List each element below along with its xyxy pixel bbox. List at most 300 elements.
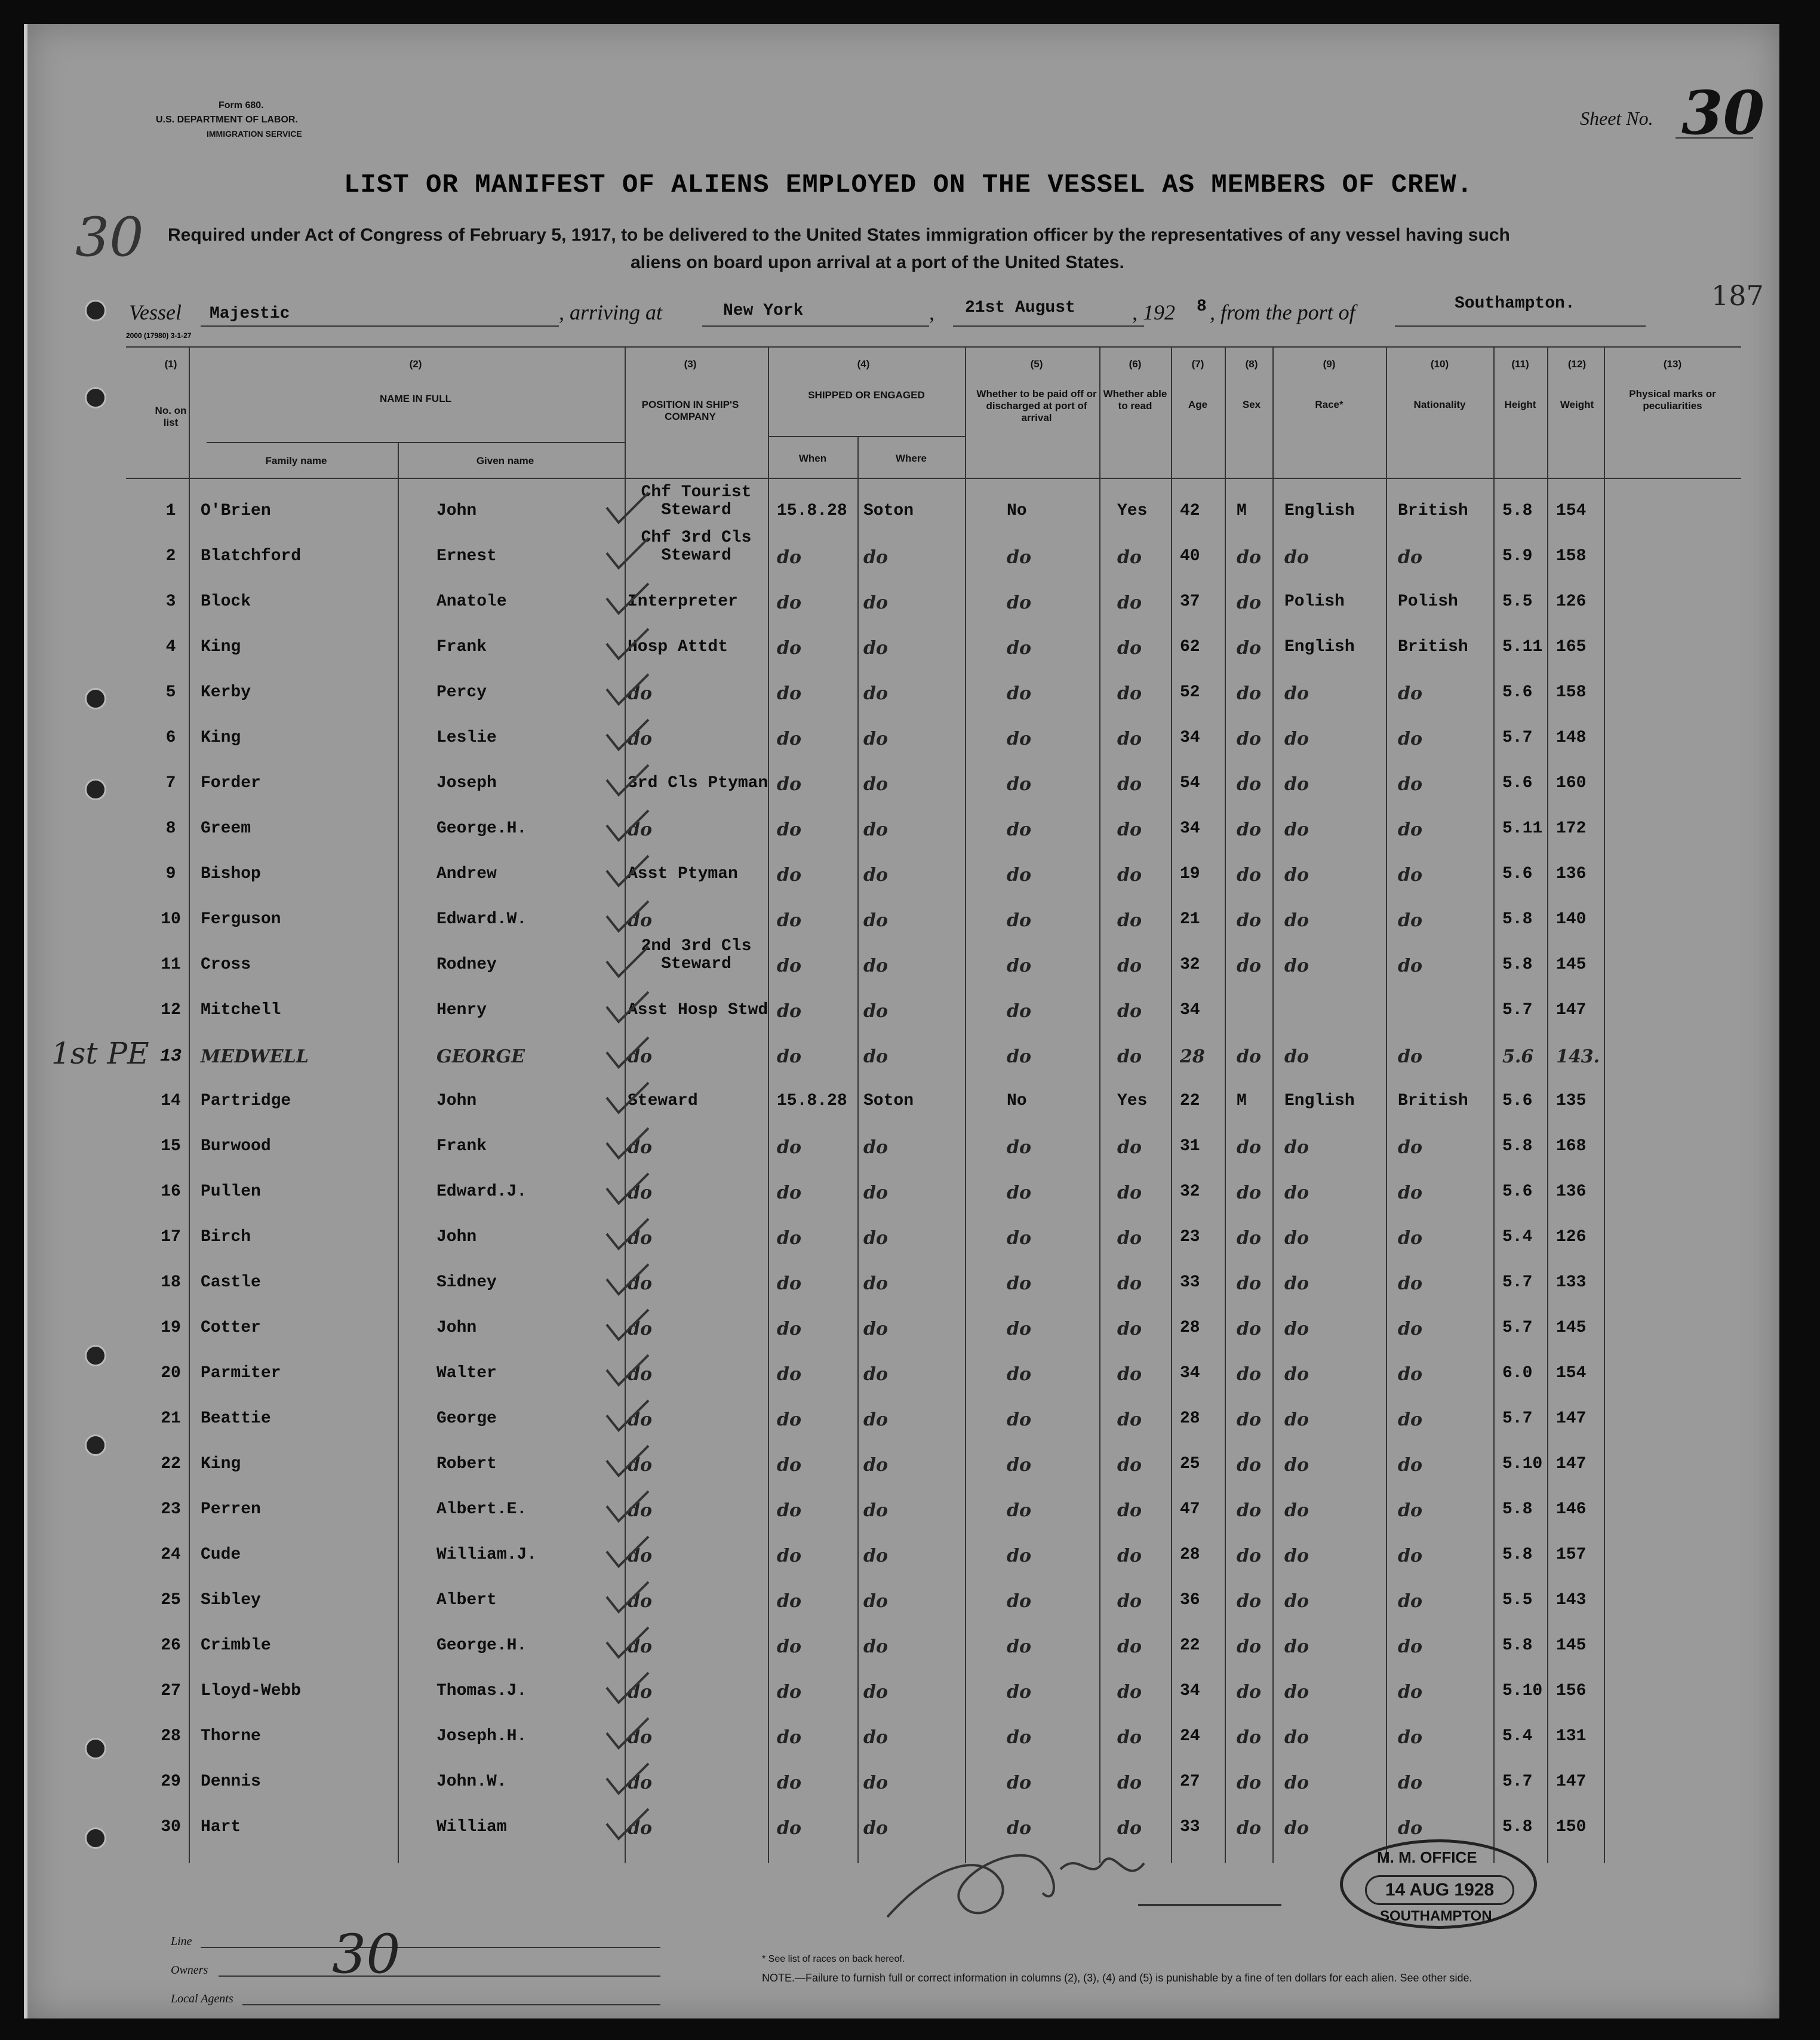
race: do (1284, 1228, 1309, 1249)
able-to-read: do (1117, 1591, 1142, 1612)
row-number: 28 (161, 1727, 181, 1746)
height: 5.8 (1502, 956, 1533, 974)
shipped-when: do (777, 1772, 801, 1793)
shipped-where: do (863, 683, 888, 704)
able-to-read: do (1117, 1546, 1142, 1566)
col7-number: (7) (1191, 358, 1204, 370)
paid-off: do (1007, 1591, 1031, 1612)
row-number: 24 (161, 1546, 181, 1564)
col5-header: Whether to be paid off or discharged at port of arrival (976, 388, 1097, 423)
nationality: do (1398, 865, 1422, 886)
table-rule (768, 346, 769, 1863)
nationality: do (1398, 683, 1422, 704)
paid-off: do (1007, 1818, 1031, 1839)
height: 5.8 (1502, 1818, 1533, 1836)
family-name: Pullen (201, 1182, 261, 1201)
position: Asst Hosp Stwd (628, 1001, 768, 1019)
port-line (702, 325, 929, 327)
sex: do (1237, 1455, 1261, 1476)
shipped-when: do (777, 729, 801, 749)
shipped-when: do (777, 1046, 801, 1067)
footer-note-fine: NOTE.—Failure to furnish full or correct information in columns (2), (3), (4) and (5) is punishable by a fine of ten dollars for each alien. See other side. (762, 1972, 1472, 1984)
race: do (1284, 1182, 1309, 1203)
margin-number: 30 (75, 206, 144, 269)
height: 5.8 (1502, 1500, 1533, 1519)
check-mark-icon (604, 580, 651, 616)
row-number: 11 (161, 956, 181, 974)
position: do (628, 1046, 652, 1067)
check-mark-icon (604, 1352, 651, 1388)
age: 24 (1180, 1727, 1200, 1746)
family-name: Beattie (201, 1409, 271, 1428)
family-name: Burwood (201, 1137, 271, 1156)
shipped-when: do (777, 1001, 801, 1022)
able-to-read: do (1117, 956, 1142, 976)
department-name: U.S. DEPARTMENT OF LABOR. (156, 115, 298, 125)
age: 19 (1180, 865, 1200, 883)
check-mark-icon (604, 1715, 651, 1751)
check-mark-icon (604, 1488, 651, 1524)
shipped-when: do (777, 638, 801, 659)
paid-off: do (1007, 1364, 1031, 1385)
family-name: Blatchford (201, 547, 302, 566)
race: Polish (1284, 592, 1345, 611)
weight: 154 (1556, 1364, 1587, 1382)
race: English (1284, 1092, 1355, 1110)
col4-when-header: When (798, 453, 827, 464)
nationality: do (1398, 956, 1422, 976)
height: 5.5 (1502, 1591, 1533, 1609)
height: 5.10 (1502, 1682, 1543, 1700)
given-name: George (436, 1409, 497, 1428)
nationality: do (1398, 1046, 1422, 1067)
check-mark-icon (604, 1670, 651, 1706)
age: 28 (1180, 1546, 1200, 1564)
year-prefix: , 192 (1132, 300, 1175, 324)
col13-number: (13) (1663, 358, 1682, 370)
position: do (628, 683, 652, 704)
row-number: 29 (161, 1772, 181, 1791)
shipped-where: do (863, 1818, 888, 1839)
race: do (1284, 1455, 1309, 1476)
sex: do (1237, 1727, 1261, 1748)
given-name: GEORGE (436, 1046, 525, 1067)
shipped-when: do (777, 865, 801, 886)
shipped-where: do (863, 819, 888, 840)
table-rule (1272, 346, 1274, 1863)
weight: 154 (1556, 502, 1587, 520)
arriving-label: , arriving at (559, 300, 663, 324)
check-mark-icon (604, 1397, 651, 1433)
table-rule (1099, 346, 1100, 1863)
age: 31 (1180, 1137, 1200, 1156)
age: 62 (1180, 638, 1200, 656)
family-name: O'Brien (201, 502, 271, 520)
given-name: John (436, 1319, 477, 1337)
able-to-read: do (1117, 1636, 1142, 1657)
family-name: Perren (201, 1500, 261, 1519)
row-number: 22 (161, 1455, 181, 1473)
able-to-read: do (1117, 1182, 1142, 1203)
weight: 136 (1556, 1182, 1587, 1201)
family-name: Hart (201, 1818, 241, 1836)
able-to-read: do (1117, 683, 1142, 704)
footer-agents-field (242, 2004, 660, 2005)
family-name: Sibley (201, 1591, 261, 1609)
check-mark-icon (604, 1806, 651, 1842)
weight: 148 (1556, 729, 1587, 747)
row-number: 17 (161, 1228, 181, 1246)
able-to-read: do (1117, 1818, 1142, 1839)
shipped-where: do (863, 1137, 888, 1158)
weight: 165 (1556, 638, 1587, 656)
age: 37 (1180, 592, 1200, 611)
nationality: do (1398, 1455, 1422, 1476)
col12-number: (12) (1567, 358, 1587, 370)
nationality: do (1398, 774, 1422, 795)
able-to-read: do (1117, 1228, 1142, 1249)
able-to-read: do (1117, 1727, 1142, 1748)
family-name: Cotter (201, 1319, 261, 1337)
given-name: Frank (436, 638, 487, 656)
position: 3rd Cls Ptyman (628, 774, 768, 792)
check-mark-icon (604, 762, 651, 798)
position: do (628, 1546, 652, 1566)
row-number: 13 (159, 1046, 182, 1067)
race: do (1284, 819, 1309, 840)
shipped-where: do (863, 774, 888, 795)
height: 5.7 (1502, 1409, 1533, 1428)
height: 6.0 (1502, 1364, 1533, 1382)
nationality: do (1398, 729, 1422, 749)
paid-off: do (1007, 1546, 1031, 1566)
row-number: 1 (165, 502, 176, 520)
able-to-read: do (1117, 1500, 1142, 1521)
weight: 146 (1556, 1500, 1587, 1519)
row-number: 30 (161, 1818, 181, 1836)
paid-off: do (1007, 865, 1031, 886)
stamp-date: 14 AUG 1928 (1365, 1875, 1514, 1905)
able-to-read: Yes (1117, 502, 1148, 520)
col6-header: Whether able to read (1103, 388, 1167, 411)
row-number: 23 (161, 1500, 181, 1519)
row-number: 8 (165, 819, 176, 838)
col11-header: Height (1504, 399, 1536, 410)
weight: 145 (1556, 956, 1587, 974)
given-name: Edward.W. (436, 910, 527, 929)
position: do (628, 1772, 652, 1793)
date-separator: , (929, 300, 934, 324)
col11-number: (11) (1511, 358, 1529, 370)
position: do (628, 1137, 652, 1158)
col9-header: Race* (1315, 399, 1344, 410)
race: do (1284, 956, 1309, 976)
position: do (628, 1228, 652, 1249)
sex: do (1237, 1636, 1261, 1657)
shipped-when: do (777, 1182, 801, 1203)
shipped-where: do (863, 956, 888, 976)
col2-family-header: Family name (265, 455, 327, 466)
shipped-where: do (863, 1364, 888, 1385)
paid-off: No (1007, 1092, 1027, 1110)
weight: 143 (1556, 1591, 1587, 1609)
given-name: Albert.E. (436, 1500, 527, 1519)
height: 5.7 (1502, 1772, 1533, 1791)
family-name: Forder (201, 774, 261, 792)
position: do (628, 1364, 652, 1385)
age: 42 (1180, 502, 1200, 520)
height: 5.7 (1502, 729, 1533, 747)
col13-header: Physical marks or peculiarities (1629, 388, 1716, 411)
nationality: do (1398, 1636, 1422, 1657)
col5-number: (5) (1030, 358, 1043, 370)
race: do (1284, 1137, 1309, 1158)
position: 2nd 3rd Cls Steward (641, 937, 752, 973)
sex: do (1237, 1228, 1261, 1249)
sex: do (1237, 1591, 1261, 1612)
shipped-where: do (863, 638, 888, 659)
given-name: Anatole (436, 592, 507, 611)
shipped-when: do (777, 1455, 801, 1476)
table-rule (1493, 346, 1495, 1863)
height: 5.10 (1502, 1455, 1543, 1473)
able-to-read: do (1117, 1319, 1142, 1339)
race: do (1284, 1500, 1309, 1521)
row-number: 3 (165, 592, 176, 611)
check-mark-icon (604, 944, 651, 979)
race: do (1284, 1319, 1309, 1339)
able-to-read: do (1117, 638, 1142, 659)
sex: do (1237, 1682, 1261, 1703)
table-rule (965, 346, 966, 1863)
weight: 172 (1556, 819, 1587, 838)
table-rule (126, 346, 1741, 348)
from-port: Southampton. (1455, 294, 1575, 313)
check-mark-icon (604, 671, 651, 707)
weight: 156 (1556, 1682, 1587, 1700)
given-name: Frank (436, 1137, 487, 1156)
race: do (1284, 1046, 1309, 1067)
height: 5.6 (1502, 1046, 1534, 1067)
check-mark-icon (604, 1579, 651, 1615)
given-name: George.H. (436, 819, 527, 838)
col3-number: (3) (684, 358, 697, 370)
able-to-read: Yes (1117, 1092, 1148, 1110)
vessel-line (201, 325, 559, 327)
manifest-title: LIST OR MANIFEST OF ALIENS EMPLOYED ON THE VESSEL AS MEMBERS OF CREW. (344, 170, 1473, 200)
position: do (628, 1182, 652, 1203)
sex: do (1237, 1137, 1261, 1158)
age: 47 (1180, 1500, 1200, 1519)
check-mark-icon (604, 1034, 651, 1070)
shipped-where: do (863, 547, 888, 568)
sex: do (1237, 1772, 1261, 1793)
sex: do (1237, 1409, 1261, 1430)
able-to-read: do (1117, 774, 1142, 795)
row-number: 25 (161, 1591, 181, 1609)
race: do (1284, 683, 1309, 704)
shipped-where: do (863, 1001, 888, 1022)
total-handwritten: 30 (332, 1923, 401, 1986)
family-name: Block (201, 592, 251, 611)
paid-off: do (1007, 819, 1031, 840)
position: do (628, 1319, 652, 1339)
table-rule (1171, 346, 1172, 1863)
paid-off: do (1007, 1772, 1031, 1793)
able-to-read: do (1117, 1273, 1142, 1294)
age: 40 (1180, 547, 1200, 566)
sex: do (1237, 1182, 1261, 1203)
punch-hole (85, 1738, 106, 1759)
family-name: Cude (201, 1546, 241, 1564)
sex: do (1237, 956, 1261, 976)
shipped-when: do (777, 1591, 801, 1612)
nationality: do (1398, 1500, 1422, 1521)
given-name: John (436, 502, 477, 520)
height: 5.6 (1502, 1092, 1533, 1110)
race: English (1284, 502, 1355, 520)
paid-off: do (1007, 1228, 1031, 1249)
shipped-where: do (863, 729, 888, 749)
date-line (953, 325, 1144, 327)
check-mark-icon (604, 1216, 651, 1252)
height: 5.11 (1502, 638, 1543, 656)
check-mark-icon (604, 1307, 651, 1342)
shipped-where: do (863, 1409, 888, 1430)
margin-note: 1st PE (51, 1036, 149, 1071)
vessel-label: Vessel (129, 300, 182, 324)
row-number: 5 (165, 683, 176, 702)
shipped-when: 15.8.28 (777, 1092, 847, 1110)
table-rule (1386, 346, 1387, 1863)
col1-header: No. on list (155, 405, 187, 428)
nationality: British (1398, 638, 1468, 656)
footer-owners-label: Owners (171, 1964, 208, 1977)
nationality: do (1398, 547, 1422, 568)
age: 34 (1180, 729, 1200, 747)
weight: 145 (1556, 1319, 1587, 1337)
stamp-top-text: M. M. OFFICE (1377, 1848, 1477, 1866)
row-number: 7 (165, 774, 176, 792)
col2-given-header: Given name (476, 455, 534, 466)
check-mark-icon (604, 1443, 651, 1479)
nationality: do (1398, 1727, 1422, 1748)
given-name: Percy (436, 683, 487, 702)
shipped-where: do (863, 1591, 888, 1612)
paid-off: do (1007, 1500, 1031, 1521)
nationality: British (1398, 1092, 1468, 1110)
punch-hole (85, 688, 106, 709)
race: do (1284, 1591, 1309, 1612)
position: do (628, 1727, 652, 1748)
row-number: 18 (161, 1273, 181, 1292)
col6-number: (6) (1129, 358, 1142, 370)
shipped-where: do (863, 910, 888, 931)
shipped-where: do (863, 1636, 888, 1657)
sex: do (1237, 819, 1261, 840)
height: 5.8 (1502, 502, 1533, 520)
given-name: Leslie (436, 729, 497, 747)
paid-off: do (1007, 1137, 1031, 1158)
shipped-where: do (863, 1772, 888, 1793)
table-rule (1547, 346, 1548, 1863)
punch-hole (85, 1434, 106, 1456)
sex: do (1237, 592, 1261, 613)
col10-number: (10) (1430, 358, 1449, 370)
row-number: 9 (165, 865, 176, 883)
weight: 133 (1556, 1273, 1587, 1292)
weight: 126 (1556, 1228, 1587, 1246)
nationality: do (1398, 1364, 1422, 1385)
given-name: John (436, 1228, 477, 1246)
age: 34 (1180, 1001, 1200, 1019)
position: do (628, 1682, 652, 1703)
table-rule (1604, 346, 1605, 1863)
row-number: 27 (161, 1682, 181, 1700)
able-to-read: do (1117, 865, 1142, 886)
row-number: 19 (161, 1319, 181, 1337)
table-rule (857, 436, 859, 1863)
sheet-number-line (1675, 137, 1753, 139)
height: 5.8 (1502, 910, 1533, 929)
nationality: do (1398, 1228, 1422, 1249)
given-name: Walter (436, 1364, 497, 1382)
race: do (1284, 729, 1309, 749)
weight: 136 (1556, 865, 1587, 883)
paid-off: do (1007, 1182, 1031, 1203)
sex: do (1237, 1546, 1261, 1566)
check-mark-icon (604, 490, 651, 526)
shipped-when: do (777, 1364, 801, 1385)
weight: 147 (1556, 1455, 1587, 1473)
family-name: MEDWELL (201, 1046, 309, 1067)
age: 36 (1180, 1591, 1200, 1609)
race: do (1284, 865, 1309, 886)
position: do (628, 1455, 652, 1476)
weight: 147 (1556, 1409, 1587, 1428)
col10-header: Nationality (1413, 399, 1466, 410)
paid-off: do (1007, 1409, 1031, 1430)
from-label: , from the port of (1210, 300, 1355, 324)
able-to-read: do (1117, 547, 1142, 568)
position: do (628, 1500, 652, 1521)
shipped-when: do (777, 1409, 801, 1430)
row-number: 10 (161, 910, 181, 929)
able-to-read: do (1117, 1137, 1142, 1158)
sex: do (1237, 638, 1261, 659)
weight: 147 (1556, 1001, 1587, 1019)
check-mark-icon (604, 717, 651, 752)
position: do (628, 819, 652, 840)
subtitle-line-1: Required under Act of Congress of February 5, 1917, to be delivered to the United States immigration officer by the representatives of any vessel having such (168, 225, 1510, 245)
row-number: 12 (161, 1001, 181, 1019)
shipped-when: do (777, 1818, 801, 1839)
year-digit: 8 (1197, 297, 1207, 316)
position: do (628, 1409, 652, 1430)
col4-header: SHIPPED OR ENGAGED (808, 389, 925, 401)
shipped-where: do (863, 1319, 888, 1339)
race: do (1284, 547, 1309, 568)
row-number: 15 (161, 1137, 181, 1156)
height: 5.7 (1502, 1319, 1533, 1337)
table-rule (189, 346, 190, 1863)
weight: 143. (1556, 1046, 1600, 1067)
col7-header: Age (1188, 399, 1208, 410)
table-rule (207, 442, 625, 443)
sex: do (1237, 729, 1261, 749)
footer-line-field (201, 1947, 660, 1948)
sex: M (1237, 1092, 1247, 1110)
